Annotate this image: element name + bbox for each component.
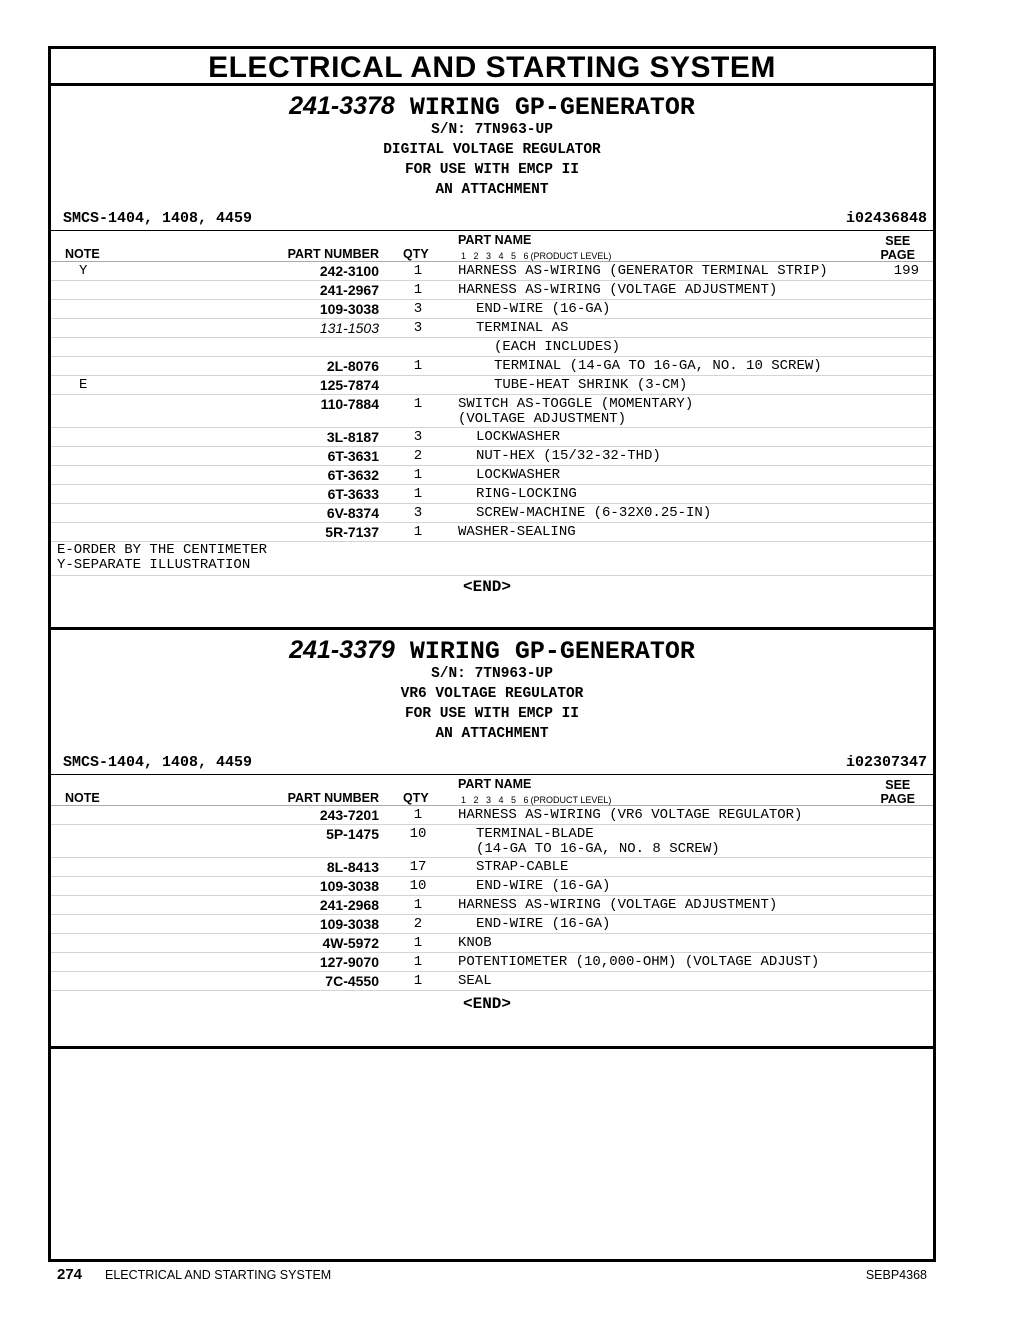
table-row (51, 447, 933, 466)
group-number: 241-3378 (289, 92, 395, 120)
footer-section-name: ELECTRICAL AND STARTING SYSTEM (105, 1268, 332, 1282)
part-number-cell: 243-7201 (319, 807, 379, 823)
parts-list-frame (48, 46, 936, 1262)
part-name-cell: WASHER-SEALING (458, 524, 576, 540)
part-number-cell: 241-2967 (319, 282, 379, 298)
part-name-cell: POTENTIOMETER (10,000-OHM) (VOLTAGE ADJUST) (458, 954, 820, 970)
col-note: NOTE (65, 791, 100, 805)
qty-cell: 1 (413, 263, 423, 279)
part-number-cell: 125-7874 (319, 377, 379, 393)
table-row (51, 319, 933, 338)
col-part-name: PART NAME (458, 777, 532, 791)
section-241-3379 (51, 636, 933, 1049)
part-name-cell: HARNESS AS-WIRING (VR6 VOLTAGE REGULATOR) (458, 807, 803, 823)
qty-cell: 1 (413, 486, 423, 502)
part-name-cell: NUT-HEX (15/32-32-THD) (476, 448, 661, 464)
qty-cell: 3 (413, 505, 423, 521)
serial-number-line: S/N: 7TN963-UP (431, 122, 553, 138)
part-name-cell: HARNESS AS-WIRING (VOLTAGE ADJUSTMENT) (458, 282, 778, 298)
part-number-cell: 109-3038 (319, 916, 379, 932)
part-name-cell: LOCKWASHER (476, 467, 561, 483)
qty-cell: 3 (413, 301, 423, 317)
part-number-cell: 5P-1475 (326, 826, 379, 842)
qty-cell: 1 (413, 807, 423, 823)
part-name-cell: HARNESS AS-WIRING (VOLTAGE ADJUSTMENT) (458, 897, 778, 913)
part-number-cell: 3L-8187 (326, 429, 379, 445)
parts-table (51, 806, 933, 991)
part-name-cell: TERMINAL AS (476, 320, 569, 336)
part-name-cell: TERMINAL (14-GA TO 16-GA, NO. 10 SCREW) (494, 358, 822, 374)
part-number-cell: 2L-8076 (326, 358, 379, 374)
table-row (51, 915, 933, 934)
part-name-cell: KNOB (458, 935, 492, 951)
section-header (51, 92, 933, 200)
see-page-cell: 199 (893, 263, 919, 279)
part-name-cell: (EACH INCLUDES) (494, 339, 621, 355)
group-number: 241-3379 (289, 636, 395, 664)
column-header (51, 230, 933, 262)
table-row (51, 877, 933, 896)
table-row (51, 825, 933, 858)
smcs-row (51, 206, 933, 230)
part-number-cell: 6T-3631 (327, 448, 379, 464)
col-part-name: PART NAME (458, 233, 532, 247)
part-name-cell: HARNESS AS-WIRING (GENERATOR TERMINAL STRIP) (458, 263, 828, 279)
qty-cell: 10 (409, 826, 427, 842)
page-footer (57, 1268, 927, 1284)
part-name-cell: END-WIRE (16-GA) (476, 878, 611, 894)
table-row (51, 858, 933, 877)
note-cell: E (79, 377, 88, 393)
part-name-cell: SEAL (458, 973, 492, 989)
smcs-row (51, 750, 933, 774)
qty-cell: 1 (413, 954, 423, 970)
part-name-cell: STRAP-CABLE (476, 859, 569, 875)
table-row (51, 934, 933, 953)
page-number: 274 (57, 1266, 83, 1283)
qty-cell: 3 (413, 429, 423, 445)
qty-cell: 1 (413, 282, 423, 298)
table-row (51, 357, 933, 376)
description-line: AN ATTACHMENT (435, 182, 549, 198)
document-id: SEBP4368 (865, 1268, 927, 1282)
part-name-cell-continued: (VOLTAGE ADJUSTMENT) (458, 411, 627, 427)
part-number-cell: 127-9070 (319, 954, 379, 970)
part-name-cell: SWITCH AS-TOGGLE (MOMENTARY) (458, 396, 694, 412)
qty-cell: 2 (413, 448, 423, 464)
table-row (51, 281, 933, 300)
table-row (51, 485, 933, 504)
part-number-cell: 131-1503 (319, 320, 379, 336)
qty-cell: 10 (409, 878, 427, 894)
part-number-cell: 8L-8413 (326, 859, 379, 875)
qty-cell: 1 (413, 524, 423, 540)
table-row (51, 376, 933, 395)
illustration-id: i02436848 (845, 210, 927, 227)
part-number-cell: 4W-5972 (322, 935, 379, 951)
smcs-code: SMCS-1404, 1408, 4459 (63, 754, 253, 771)
section-title (51, 92, 933, 120)
footnote: Y-SEPARATE ILLUSTRATION (57, 557, 251, 573)
table-row (51, 300, 933, 319)
description-line: FOR USE WITH EMCP II (404, 706, 580, 722)
description-line: VR6 VOLTAGE REGULATOR (400, 686, 584, 702)
section-header (51, 636, 933, 744)
part-name-cell: END-WIRE (16-GA) (476, 301, 611, 317)
col-levels: 1 2 3 4 5 6 (PRODUCT LEVEL) (461, 251, 612, 261)
section-241-3378 (51, 92, 933, 630)
qty-cell: 1 (413, 358, 423, 374)
part-name-cell: END-WIRE (16-GA) (476, 916, 611, 932)
description-line: FOR USE WITH EMCP II (404, 162, 580, 178)
col-see-page: SEE PAGE (880, 778, 915, 806)
illustration-id: i02307347 (845, 754, 927, 771)
part-name-cell-continued: (14-GA TO 16-GA, NO. 8 SCREW) (476, 841, 720, 857)
part-number-cell: 6V-8374 (326, 505, 379, 521)
part-number-cell: 109-3038 (319, 878, 379, 894)
note-cell: Y (79, 263, 88, 279)
col-see-page: SEE PAGE (880, 234, 915, 262)
part-number-cell: 6T-3632 (327, 467, 379, 483)
table-row (51, 338, 933, 357)
part-number-cell: 110-7884 (320, 396, 379, 412)
section-title (51, 636, 933, 664)
qty-cell: 1 (413, 396, 423, 412)
qty-cell: 3 (413, 320, 423, 336)
part-number-cell: 109-3038 (319, 301, 379, 317)
part-number-cell: 242-3100 (319, 263, 379, 279)
description-line: DIGITAL VOLTAGE REGULATOR (383, 142, 601, 158)
col-part-number: PART NUMBER (287, 791, 379, 805)
col-part-number: PART NUMBER (287, 247, 379, 261)
table-row (51, 806, 933, 825)
smcs-code: SMCS-1404, 1408, 4459 (63, 210, 253, 227)
footnote: E-ORDER BY THE CENTIMETER (57, 542, 268, 558)
qty-cell: 1 (413, 897, 423, 913)
table-row (51, 466, 933, 485)
page-title: ELECTRICAL AND STARTING SYSTEM (51, 49, 933, 86)
part-name-cell: TERMINAL-BLADE (476, 826, 594, 842)
table-row (51, 896, 933, 915)
table-row (51, 395, 933, 428)
table-row (51, 953, 933, 972)
end-marker: <END> (463, 578, 512, 596)
qty-cell: 1 (413, 467, 423, 483)
description-line: AN ATTACHMENT (435, 726, 549, 742)
col-qty: QTY (403, 791, 429, 805)
table-row (51, 262, 933, 281)
qty-cell: 1 (413, 973, 423, 989)
column-header (51, 774, 933, 806)
part-number-cell: 241-2968 (319, 897, 379, 913)
col-note: NOTE (65, 247, 100, 261)
part-name-cell: LOCKWASHER (476, 429, 561, 445)
qty-cell: 2 (413, 916, 423, 932)
qty-cell: 17 (409, 859, 427, 875)
table-row (51, 972, 933, 991)
group-name: WIRING GP-GENERATOR (409, 93, 695, 122)
qty-cell: 1 (413, 935, 423, 951)
table-row (51, 523, 933, 542)
parts-table (51, 262, 933, 542)
part-number-cell: 5R-7137 (325, 524, 379, 540)
col-qty: QTY (403, 247, 429, 261)
part-number-cell: 7C-4550 (325, 973, 379, 989)
part-name-cell: SCREW-MACHINE (6-32X0.25-IN) (476, 505, 712, 521)
serial-number-line: S/N: 7TN963-UP (431, 666, 553, 682)
part-number-cell: 6T-3633 (327, 486, 379, 502)
end-marker: <END> (463, 995, 512, 1013)
table-row (51, 504, 933, 523)
table-row (51, 428, 933, 447)
group-name: WIRING GP-GENERATOR (409, 637, 695, 666)
col-levels: 1 2 3 4 5 6 (PRODUCT LEVEL) (461, 795, 612, 805)
footnotes (51, 542, 933, 576)
part-name-cell: TUBE-HEAT SHRINK (3-CM) (494, 377, 688, 393)
part-name-cell: RING-LOCKING (476, 486, 577, 502)
